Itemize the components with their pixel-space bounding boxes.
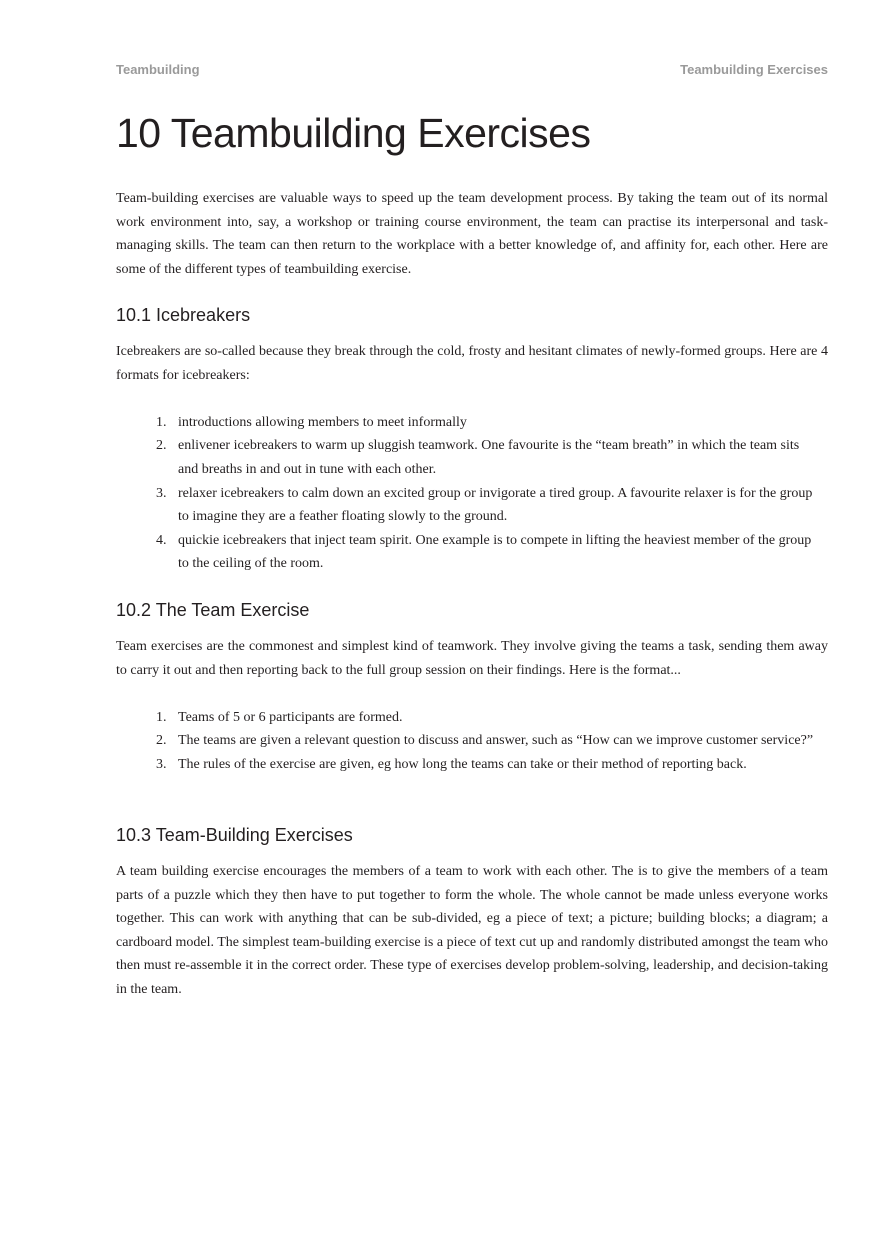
list-text: enlivener icebreakers to warm up sluggish teamwork. One favourite is the “team breath” in which the team sits and breaths in and out in tune with each other. [178, 438, 800, 477]
list-text: Teams of 5 or 6 participants are formed. [178, 709, 403, 725]
intro-paragraph-block [116, 187, 828, 281]
list-item [116, 706, 814, 730]
list-number: 2. [156, 438, 167, 454]
list-item [116, 434, 814, 481]
section-heading: 10.2 The Team Exercise [116, 600, 310, 620]
running-header-right: Teambuilding Exercises [680, 62, 828, 77]
list-number: 4. [156, 532, 167, 548]
list-number: 1. [156, 709, 167, 725]
chapter-title: 10 Teambuilding Exercises [116, 110, 591, 156]
running-header-left: Teambuilding [116, 62, 200, 77]
list-number: 1. [156, 414, 167, 430]
section-team-exercise [116, 600, 828, 777]
section-paragraph: Icebreakers are so-called because they break through the cold, frosty and hesitant climates of newly-formed groups. Here are 4 formats for icebreakers: [116, 344, 828, 383]
section-paragraph: A team building exercise encourages the members of a team to work with each other. The is to give the members of a team parts of a puzzle which they then have to put together to form the whole. The whole cannot be made unless everyone works together. This can work with anything that can be sub-divided, eg a piece of text; a picture; building blocks; a diagram; a cardboard model. The simplest team-building exercise is a piece of text cut up and randomly distributed amongst the team who then must re-assemble it in the correct order. These type of exercises develop problem-solving, leadership, and decision-taking in the team. [116, 864, 828, 997]
icebreaker-list [116, 411, 828, 576]
list-text: introductions allowing members to meet informally [178, 414, 467, 430]
list-item [116, 753, 814, 777]
list-text: The rules of the exercise are given, eg how long the teams can take or their method of reporting back. [178, 756, 747, 772]
list-item [116, 729, 814, 753]
chapter-title-block [116, 110, 828, 157]
intro-paragraph: Team-building exercises are valuable ways to speed up the team development process. By taking the team out of its normal work environment into, say, a workshop or training course environment, the team can practise its interpersonal and task-managing skills. The team can then return to the workplace with a better knowledge of, and affinity for, each other. Here are some of the different types of teambuilding exercise. [116, 191, 828, 277]
list-number: 3. [156, 756, 167, 772]
section-heading: 10.1 Icebreakers [116, 305, 251, 325]
list-number: 3. [156, 485, 167, 501]
list-item [116, 482, 814, 529]
section-heading: 10.3 Team-Building Exercises [116, 825, 353, 845]
section-paragraph: Team exercises are the commonest and simplest kind of teamwork. They involve giving the teams a task, sending them away to carry it out and then reporting back to the full group session on their findings. Here is the format... [116, 639, 828, 678]
list-text: The teams are given a relevant question to discuss and answer, such as “How can we improve customer service?” [178, 733, 814, 749]
list-item [116, 529, 814, 576]
list-number: 2. [156, 733, 167, 749]
section-team-building-exercises [116, 825, 828, 1002]
list-text: relaxer icebreakers to calm down an excited group or invigorate a tired group. A favourite relaxer is for the group to imagine they are a feather floating slowly to the ground. [178, 485, 813, 525]
team-exercise-list [116, 706, 828, 777]
section-icebreakers [116, 305, 828, 576]
list-text: quickie icebreakers that inject team spirit. One example is to compete in lifting the heaviest member of the group to the ceiling of the room. [178, 532, 812, 572]
list-item [116, 411, 814, 435]
